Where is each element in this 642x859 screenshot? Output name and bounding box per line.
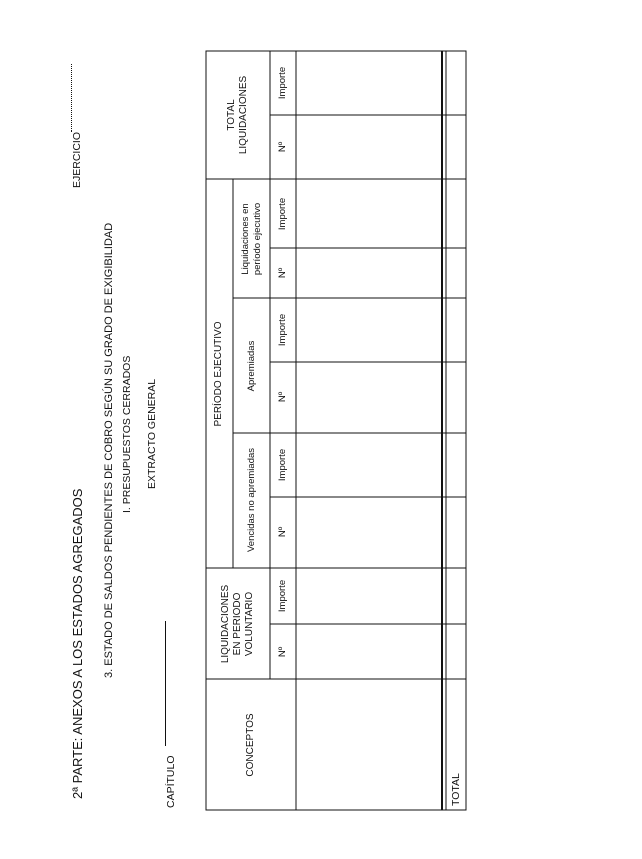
- section-heading: I. PRESUPUESTOS CERRADOS: [121, 355, 133, 513]
- header-liquidaciones-ejecutivo: Liquidaciones en período ejecutivo: [240, 202, 263, 276]
- header-vencidas: Vencidas no apremiadas: [246, 447, 257, 553]
- voluntario-num-header: Nº: [277, 646, 288, 658]
- header-apremiadas: Apremiadas: [246, 340, 257, 392]
- total-importe-header: Importe: [277, 66, 288, 100]
- vencidas-importe-header: Importe: [277, 448, 288, 482]
- ejercicio-label: EJERCICIO: [71, 131, 83, 188]
- vencidas-num-header: Nº: [277, 526, 288, 538]
- apremiadas-importe-header: Importe: [277, 313, 288, 347]
- report-subtitle: 3. ESTADO DE SALDOS PENDIENTES DE COBRO SEGÚN SU GRADO DE EXIGIBILIDAD: [103, 222, 115, 678]
- liq-ejecutivo-num-header: Nº: [277, 267, 288, 279]
- page-title: 2ª PARTE: ANEXOS A LOS ESTADOS AGREGADOS: [70, 488, 85, 799]
- header-conceptos: CONCEPTOS: [245, 713, 256, 777]
- header-total-liquidaciones: TOTAL LIQUIDACIONES: [226, 75, 249, 155]
- header-voluntario: LIQUIDACIONES EN PERIODO VOLUNTARIO: [220, 584, 255, 664]
- liq-ejecutivo-importe-header: Importe: [277, 197, 288, 231]
- total-num-header: Nº: [277, 141, 288, 153]
- table-frame: [206, 51, 466, 810]
- apremiadas-num-header: Nº: [277, 391, 288, 403]
- header-periodo-ejecutivo: PERÍODO EJECUTIVO: [213, 321, 224, 427]
- total-row-label: TOTAL: [450, 773, 462, 806]
- capitulo-label: CAPÍTULO: [165, 755, 177, 808]
- voluntario-importe-header: Importe: [277, 579, 288, 613]
- extract-heading: EXTRACTO GENERAL: [146, 378, 158, 489]
